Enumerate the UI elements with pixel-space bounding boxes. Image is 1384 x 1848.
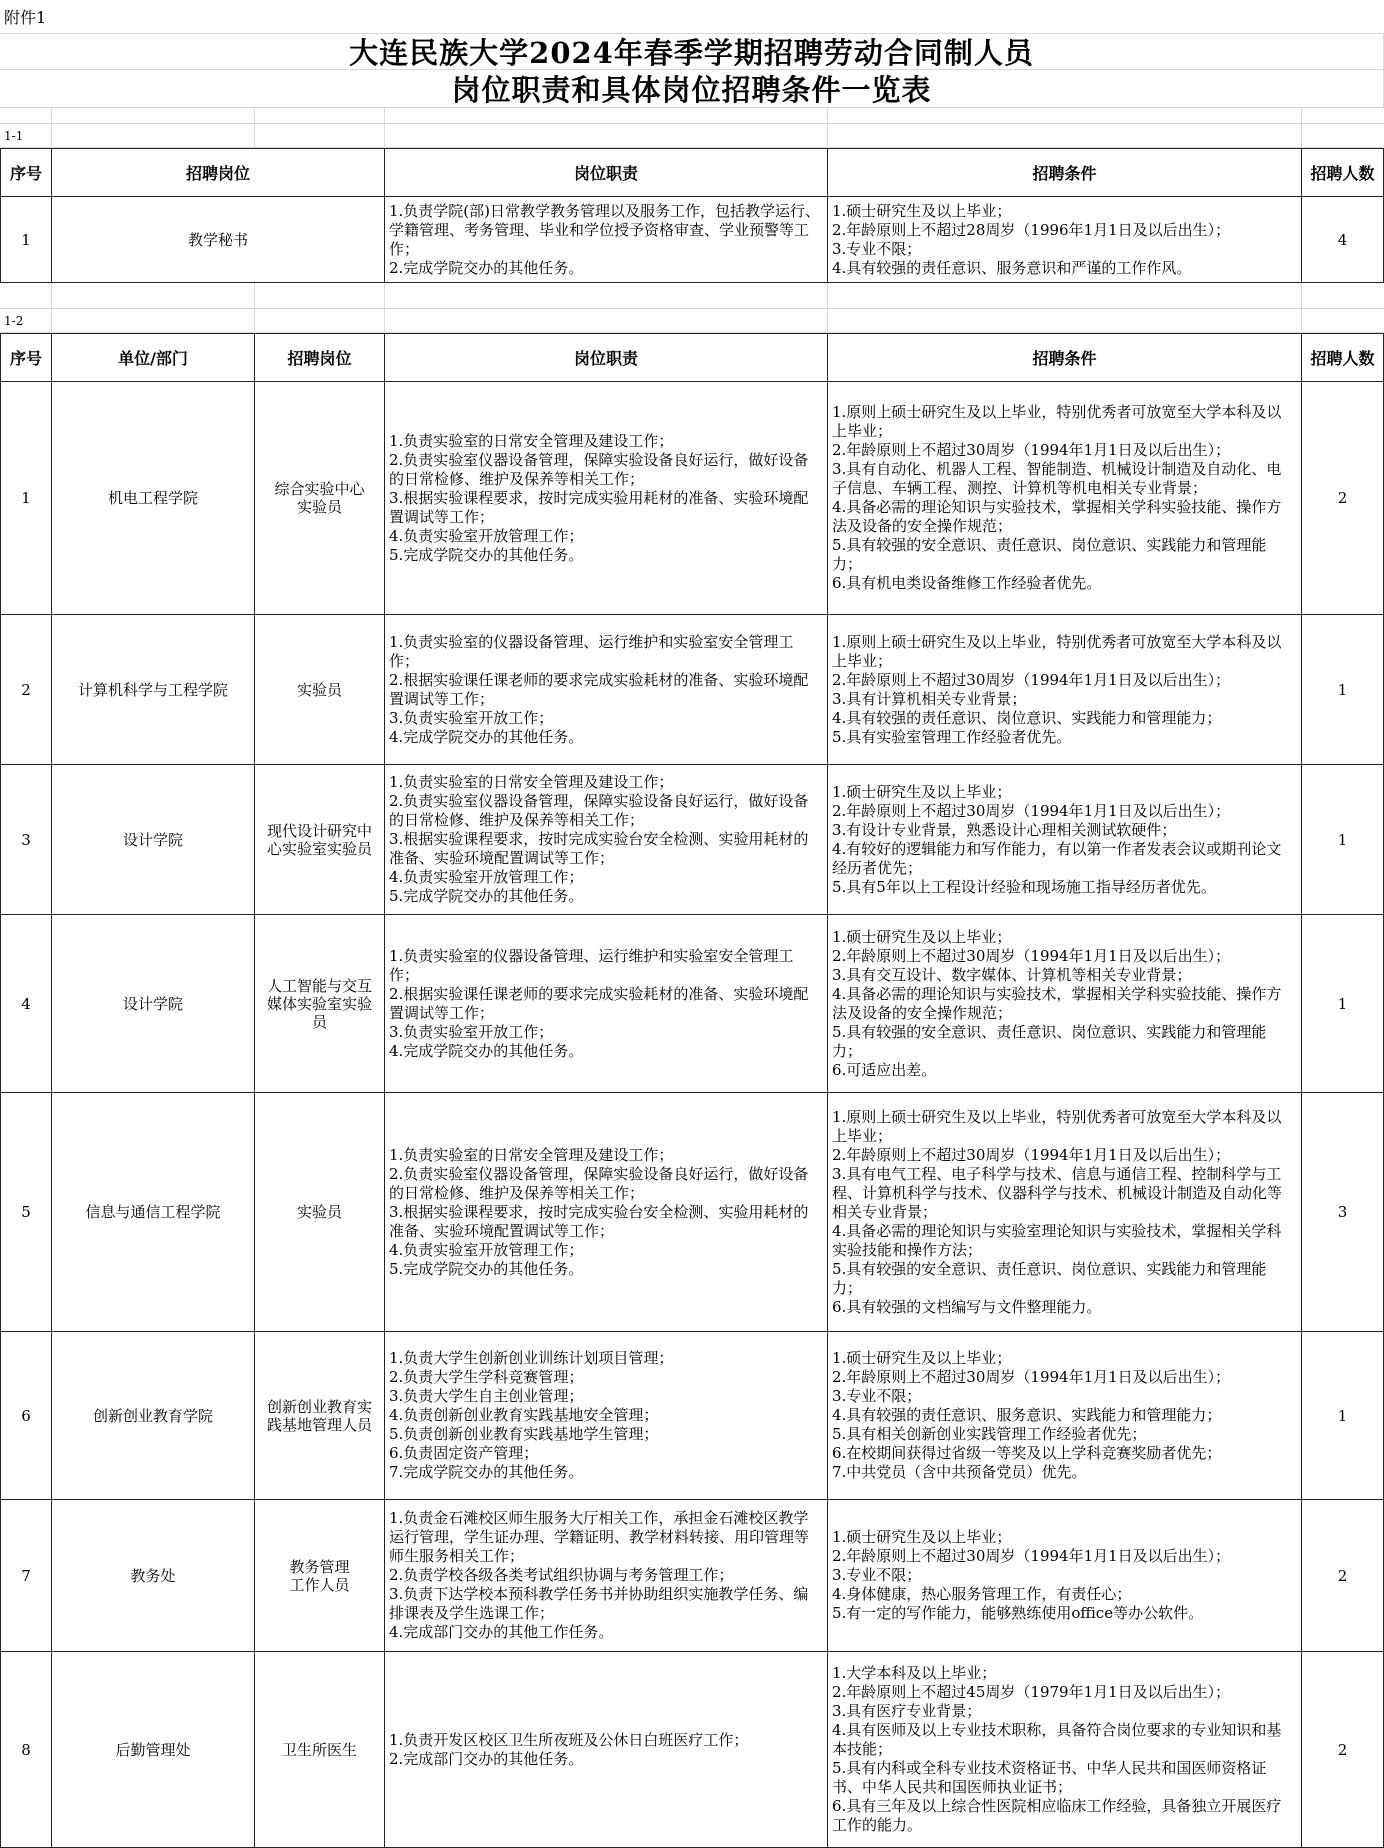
attachment-label: 附件1 — [0, 0, 1384, 34]
page-subtitle: 岗位职责和具体岗位招聘条件一览表 — [0, 70, 1384, 108]
table-row — [0, 915, 1384, 1093]
table-row — [0, 197, 1384, 283]
row-unit: 信息与通信工程学院 — [52, 1093, 255, 1332]
row-duties: 1.负责开发区校区卫生所夜班及公休日白班医疗工作； 2.完成部门交办的其他任务。 — [385, 1652, 828, 1848]
row-position: 实验员 — [255, 615, 385, 765]
header-requirements: 招聘条件 — [828, 149, 1302, 197]
row-count: 2 — [1302, 382, 1384, 615]
row-duties: 1.负责实验室的仪器设备管理、运行维护和实验室安全管理工作； 2.根据实验课任课老师的要求完成实验耗材的准备、实验环境配置调试等工作； 3.负责实验室开放工作； 4.完成学院交办的其他任务。 — [385, 615, 828, 765]
row-no: 6 — [0, 1332, 52, 1500]
row-duties: 1.负责实验室的日常安全管理及建设工作； 2.负责实验室仪器设备管理，保障实验设备良好运行，做好设备的日常检修、维护及保养等相关工作； 3.根据实验课程要求，按时完成实验台安全检测、实验用耗材的准备、实验环境配置调试等工作； 4.负责实验室开放管理工作； 5.完成学院交办的其他任务。 — [385, 1093, 828, 1332]
row-count: 1 — [1302, 915, 1384, 1093]
header-no: 序号 — [0, 149, 52, 197]
row-count: 2 — [1302, 1500, 1384, 1652]
row-duties: 1.负责实验室的日常安全管理及建设工作； 2.负责实验室仪器设备管理，保障实验设备良好运行，做好设备的日常检修、维护及保养等相关工作； 3.根据实验课程要求，按时完成实验用耗材的准备、实验环境配置调试等工作； 4.负责实验室开放管理工作； 5.完成学院交办的其他任务。 — [385, 382, 828, 615]
row-count: 4 — [1302, 197, 1384, 283]
row-count: 3 — [1302, 1093, 1384, 1332]
row-requirements: 1.大学本科及以上毕业； 2.年龄原则上不超过45周岁（1979年1月1日及以后出生）； 3.具有医疗专业背景； 4.具有医师及以上专业技术职称，具备符合岗位要求的专业知识和基本技能； 5.具有内科或全科专业技术资格证书、中华人民共和国医师资格证书、中华人民共和国医师执业证书； 6.具有三年及以上综合性医院相应临床工作经验，具备独立开展医疗工作的能力。 — [828, 1652, 1302, 1848]
row-requirements: 1.原则上硕士研究生及以上毕业，特别优秀者可放宽至大学本科及以上毕业； 2.年龄原则上不超过30周岁（1994年1月1日及以后出生）； 3.具有自动化、机器人工程、智能制造、机械设计制造及自动化、电子信息、车辆工程、测控、计算机等机电相关专业背景； 4.具备必需的理论知识与实验技术，掌握相关学科实验技能、操作方法及设备的安全操作规范； 5.具有较强的安全意识、责任意识、岗位意识、实践能力和管理能力； 6.具有机电类设备维修工作经验者优先。 — [828, 382, 1302, 615]
title-row-1 — [0, 34, 1384, 70]
header-unit: 单位/部门 — [52, 334, 255, 382]
row-position: 卫生所医生 — [255, 1652, 385, 1848]
table-header-row — [0, 333, 1384, 382]
blank-row — [0, 283, 1384, 309]
row-unit: 后勤管理处 — [52, 1652, 255, 1848]
header-position: 招聘岗位 — [255, 334, 385, 382]
page-title: 大连民族大学2024年春季学期招聘劳动合同制人员 — [0, 34, 1384, 70]
row-unit: 机电工程学院 — [52, 382, 255, 615]
row-no: 5 — [0, 1093, 52, 1332]
row-count: 2 — [1302, 1652, 1384, 1848]
row-position: 实验员 — [255, 1093, 385, 1332]
section-label: 1-2 — [0, 309, 52, 333]
row-requirements: 1.原则上硕士研究生及以上毕业，特别优秀者可放宽至大学本科及以上毕业； 2.年龄原则上不超过30周岁（1994年1月1日及以后出生）； 3.具有计算机相关专业背景； 4.具有较强的责任意识、岗位意识、实践能力和管理能力； 5.具有实验室管理工作经验者优先。 — [828, 615, 1302, 765]
table-row — [0, 615, 1384, 765]
row-no: 1 — [0, 197, 52, 283]
row-requirements: 1.原则上硕士研究生及以上毕业，特别优秀者可放宽至大学本科及以上毕业； 2.年龄原则上不超过30周岁（1994年1月1日及以后出生）； 3.具有电气工程、电子科学与技术、信息与通信工程、控制科学与工程、计算机科学与技术、仪器科学与技术、机械设计制造及自动化等相关专业背景； 4.具备必需的理论知识与实验室理论知识与实验技术，掌握相关学科实验技能和操作方法； 5.具有较强的安全意识、责任意识、岗位意识、实践能力和管理能力； 6.具有较强的文档编写与文件整理能力。 — [828, 1093, 1302, 1332]
row-duties: 1.负责大学生创新创业训练计划项目管理； 2.负责大学生学科竞赛管理； 3.负责大学生自主创业管理； 4.负责创新创业教育实践基地安全管理； 5.负责创新创业教育实践基地学生管理； 6.负责固定资产管理； 7.完成学院交办的其他任务。 — [385, 1332, 828, 1500]
row-duties: 1.负责学院(部)日常教学教务管理以及服务工作，包括教学运行、学籍管理、考务管理、毕业和学位授予资格审查、学业预警等工作； 2.完成学院交办的其他任务。 — [385, 197, 828, 283]
row-unit: 设计学院 — [52, 765, 255, 915]
row-unit: 计算机科学与工程学院 — [52, 615, 255, 765]
row-count: 1 — [1302, 1332, 1384, 1500]
section-label-row — [0, 124, 1384, 148]
row-requirements: 1.硕士研究生及以上毕业； 2.年龄原则上不超过28周岁（1996年1月1日及以后出生）； 3.专业不限； 4.具有较强的责任意识、服务意识和严谨的工作作风。 — [828, 197, 1302, 283]
table-row — [0, 382, 1384, 615]
row-duties: 1.负责金石滩校区师生服务大厅相关工作，承担金石滩校区教学运行管理，学生证办理、学籍证明、教学材料转接、用印管理等师生服务相关工作； 2.负责学校各级各类考试组织协调与考务管理工作； 3.负责下达学校本预科教学任务书并协助组织实施教学任务、编排课表及学生选课工作； 4.完成部门交办的其他工作任务。 — [385, 1500, 828, 1652]
row-no: 3 — [0, 765, 52, 915]
table-row — [0, 1652, 1384, 1848]
header-count: 招聘人数 — [1302, 334, 1384, 382]
header-position: 招聘岗位 — [52, 149, 385, 197]
attachment-row — [0, 0, 1384, 34]
table-row — [0, 1093, 1384, 1332]
header-requirements: 招聘条件 — [828, 334, 1302, 382]
row-requirements: 1.硕士研究生及以上毕业； 2.年龄原则上不超过30周岁（1994年1月1日及以后出生）； 3.专业不限； 4.身体健康，热心服务管理工作，有责任心； 5.有一定的写作能力，能够熟练使用office等办公软件。 — [828, 1500, 1302, 1652]
row-no: 7 — [0, 1500, 52, 1652]
table-row — [0, 765, 1384, 915]
row-no: 4 — [0, 915, 52, 1093]
row-position: 创新创业教育实践基地管理人员 — [255, 1332, 385, 1500]
row-requirements: 1.硕士研究生及以上毕业； 2.年龄原则上不超过30周岁（1994年1月1日及以后出生）； 3.具有交互设计、数字媒体、计算机等相关专业背景； 4.具备必需的理论知识与实验技术，掌握相关学科实验技能、操作方法及设备的安全操作规范； 5.具有较强的安全意识、责任意识、岗位意识、实践能力和管理能力； 6.可适应出差。 — [828, 915, 1302, 1093]
title-row-2 — [0, 70, 1384, 108]
row-position: 人工智能与交互媒体实验室实验员 — [255, 915, 385, 1093]
row-requirements: 1.硕士研究生及以上毕业； 2.年龄原则上不超过30周岁（1994年1月1日及以后出生）； 3.专业不限； 4.具有较强的责任意识、服务意识、实践能力和管理能力； 5.具有相关创新创业实践管理工作经验者优先； 6.在校期间获得过省级一等奖及以上学科竞赛奖励者优先； 7.中共党员（含中共预备党员）优先。 — [828, 1332, 1302, 1500]
table-header-row — [0, 148, 1384, 197]
row-position: 教学秘书 — [52, 197, 385, 283]
header-duties: 岗位职责 — [385, 149, 828, 197]
section-label: 1-1 — [0, 124, 52, 148]
header-duties: 岗位职责 — [385, 334, 828, 382]
table-row — [0, 1332, 1384, 1500]
row-duties: 1.负责实验室的日常安全管理及建设工作； 2.负责实验室仪器设备管理，保障实验设备良好运行，做好设备的日常检修、维护及保养等相关工作； 3.根据实验课程要求，按时完成实验台安全检测、实验用耗材的准备、实验环境配置调试等工作； 4.负责实验室开放管理工作； 5.完成学院交办的其他任务。 — [385, 765, 828, 915]
row-no: 8 — [0, 1652, 52, 1848]
row-position: 教务管理 工作人员 — [255, 1500, 385, 1652]
blank-row — [0, 108, 1384, 124]
row-no: 1 — [0, 382, 52, 615]
row-requirements: 1.硕士研究生及以上毕业； 2.年龄原则上不超过30周岁（1994年1月1日及以后出生）； 3.有设计专业背景，熟悉设计心理相关测试软硬件； 4.有较好的逻辑能力和写作能力，有以第一作者发表会议或期刊论文经历者优先； 5.具有5年以上工程设计经验和现场施工指导经历者优先。 — [828, 765, 1302, 915]
row-count: 1 — [1302, 615, 1384, 765]
row-position: 综合实验中心 实验员 — [255, 382, 385, 615]
header-count: 招聘人数 — [1302, 149, 1384, 197]
row-position: 现代设计研究中心实验室实验员 — [255, 765, 385, 915]
row-unit: 创新创业教育学院 — [52, 1332, 255, 1500]
table-row — [0, 1500, 1384, 1652]
row-unit: 教务处 — [52, 1500, 255, 1652]
row-duties: 1.负责实验室的仪器设备管理、运行维护和实验室安全管理工作； 2.根据实验课任课老师的要求完成实验耗材的准备、实验环境配置调试等工作； 3.负责实验室开放工作； 4.完成学院交办的其他任务。 — [385, 915, 828, 1093]
row-unit: 设计学院 — [52, 915, 255, 1093]
row-count: 1 — [1302, 765, 1384, 915]
section-label-row — [0, 309, 1384, 333]
row-no: 2 — [0, 615, 52, 765]
header-no: 序号 — [0, 334, 52, 382]
